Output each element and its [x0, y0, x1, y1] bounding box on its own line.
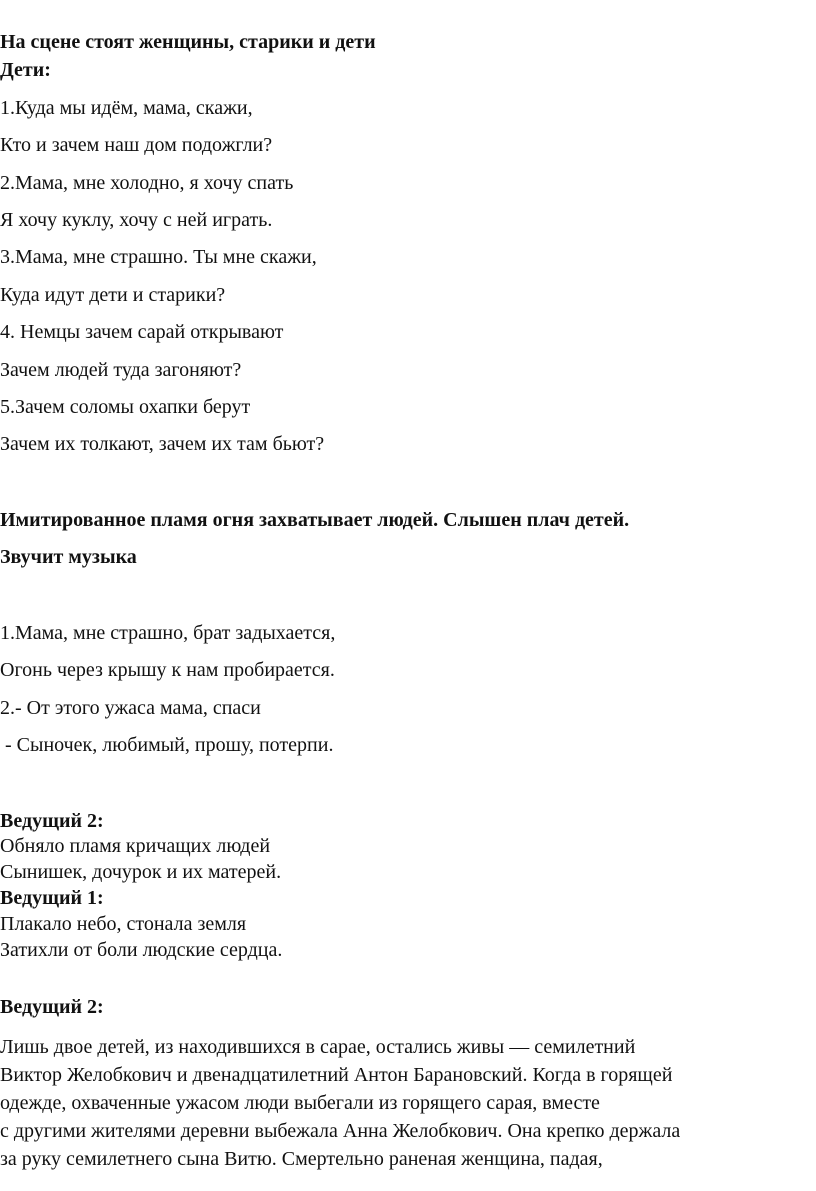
verse-line: 3.Мама, мне страшно. Ты мне скажи, — [0, 246, 317, 268]
verse-line: Зачем их толкают, зачем их там бьют? — [0, 433, 325, 455]
verse-line: Обняло пламя кричащих людей — [0, 835, 271, 857]
verse-line: Сынишек, дочурок и их матерей. — [0, 861, 282, 883]
prose-line: Лишь двое детей, из находившихся в сарае, остались живы — семилетний — [0, 1036, 636, 1058]
verse-line: 2.Мама, мне холодно, я хочу спать — [0, 172, 294, 194]
stage-direction: Звучит музыка — [0, 546, 137, 568]
verse-line: Плакало небо, стонала земля — [0, 913, 247, 935]
prose-line: Виктор Желобкович и двенадцатилетний Антон Барановский. Когда в горящей — [0, 1064, 673, 1086]
verse-line: 4. Немцы зачем сарай открывают — [0, 321, 284, 343]
verse-line: Затихли от боли людские сердца. — [0, 939, 283, 961]
verse-line: Огонь через крышу к нам пробирается. — [0, 659, 335, 681]
verse-line: Я хочу куклу, хочу с ней играть. — [0, 209, 273, 231]
speaker-children: Дети: — [0, 59, 51, 81]
verse-line: 2.- От этого ужаса мама, спаси — [0, 697, 261, 719]
speaker-host-1: Ведущий 1: — [0, 887, 104, 909]
verse-line: 5.Зачем соломы охапки берут — [0, 396, 251, 418]
verse-line: Кто и зачем наш дом подожгли? — [0, 134, 273, 156]
verse-line: 1.Куда мы идём, мама, скажи, — [0, 97, 253, 119]
prose-line: за руку семилетнего сына Витю. Смертельно раненая женщина, падая, — [0, 1148, 603, 1170]
prose-line: одежде, охваченные ужасом люди выбегали из горящего сарая, вместе — [0, 1092, 600, 1114]
verse-line: Куда идут дети и старики? — [0, 284, 226, 306]
stage-direction: Имитированное пламя огня захватывает людей. Слышен плач детей. — [0, 509, 630, 531]
speaker-host-2: Ведущий 2: — [0, 996, 104, 1018]
scene-heading: На сцене стоят женщины, старики и дети — [0, 31, 376, 53]
verse-line: 1.Мама, мне страшно, брат задыхается, — [0, 622, 336, 644]
verse-line: Зачем людей туда загоняют? — [0, 359, 242, 381]
verse-line: - Сыночек, любимый, прошу, потерпи. — [0, 734, 334, 756]
prose-line: с другими жителями деревни выбежала Анна Желобкович. Она крепко держала — [0, 1120, 681, 1142]
speaker-host-2: Ведущий 2: — [0, 810, 104, 832]
